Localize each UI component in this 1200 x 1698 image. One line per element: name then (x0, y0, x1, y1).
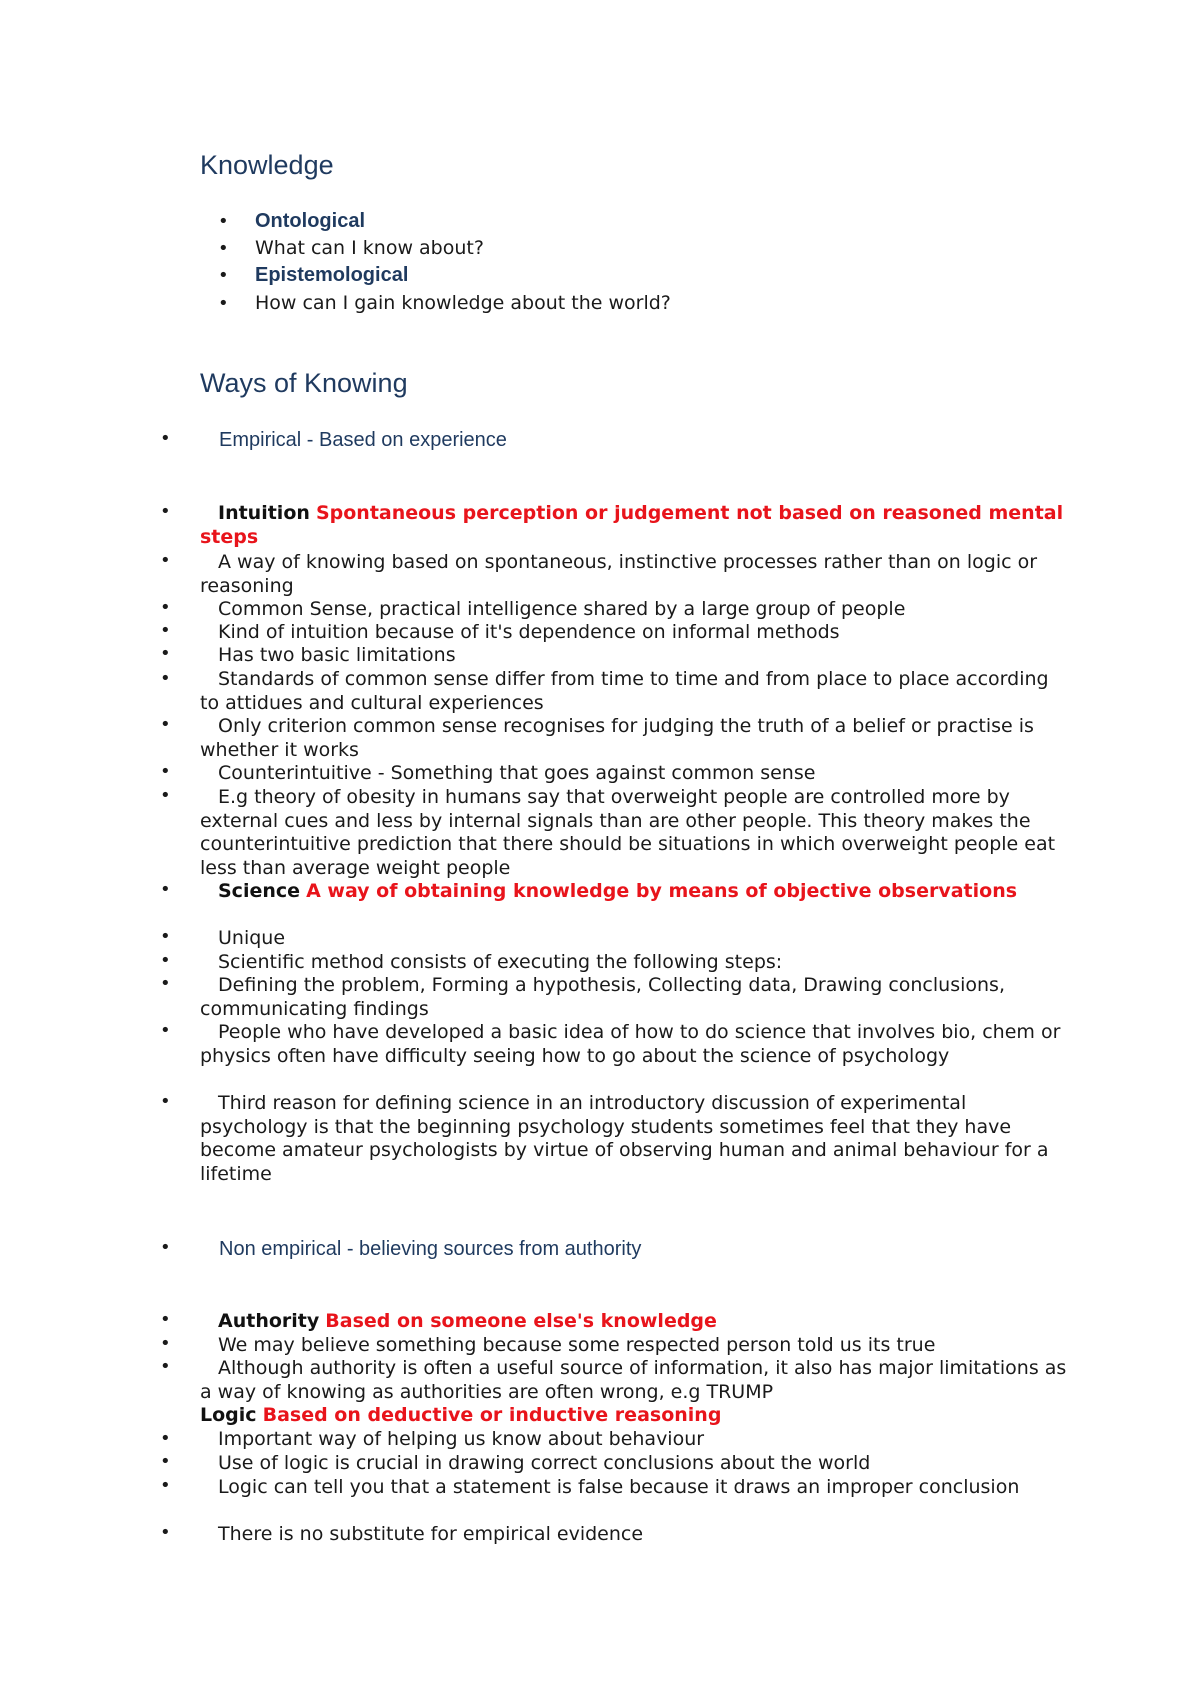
bullet: • (218, 293, 229, 314)
bullet: • (218, 211, 229, 232)
bullet: • (160, 761, 171, 782)
list-item-text: Important way of helping us know about behaviour (218, 1428, 705, 1450)
list-item (200, 644, 1070, 668)
list-item (200, 786, 1070, 880)
list-item (200, 1523, 1070, 1547)
list-item-text: Counterintuitive - Something that goes against common sense (218, 762, 816, 784)
non-empirical-subheading: Non empirical - believing sources from authority (219, 1238, 642, 1260)
list-item (200, 927, 1070, 951)
bullet: • (160, 668, 171, 689)
bullet: • (160, 428, 171, 449)
list-item-text: Defining the problem, Forming a hypothesis, Collecting data, Drawing conclusions, communicating findings (200, 974, 1005, 1020)
authority-term: Authority (218, 1310, 320, 1332)
list-item-text: Scientific method consists of executing the following steps: (218, 951, 783, 973)
list-item-text: People who have developed a basic idea of how to do science that involves bio, chem or physics often have difficulty seeing how to go about the science of psychology (200, 1021, 1061, 1067)
bullet: • (160, 550, 171, 571)
intuition-item (200, 502, 1070, 549)
intuition-term: Intuition (218, 502, 310, 524)
knowledge-item-what: What can I know about? (255, 237, 484, 259)
bullet: • (160, 1522, 171, 1543)
bullet: • (160, 1428, 171, 1449)
bullet: • (160, 950, 171, 971)
list-item-text: Use of logic is crucial in drawing correct conclusions about the world (218, 1452, 871, 1474)
science-definition: A way of obtaining knowledge by means of objective observations (306, 880, 1018, 902)
list-item (200, 951, 1070, 975)
list-item-text: Has two basic limitations (218, 644, 456, 666)
list-item (200, 974, 1080, 1021)
list-item (200, 1021, 1070, 1068)
heading-ways-of-knowing: Ways of Knowing (200, 368, 408, 398)
bullet: • (160, 1356, 171, 1377)
knowledge-item-epistemological: Epistemological (255, 264, 409, 286)
bullet: • (160, 1091, 171, 1112)
bullet: • (160, 643, 171, 664)
knowledge-item-ontological: Ontological (255, 210, 365, 232)
bullet: • (160, 1333, 171, 1354)
bullet: • (160, 879, 171, 900)
list-item (200, 1428, 1070, 1452)
list-item (200, 621, 1070, 645)
bullet: • (160, 785, 171, 806)
bullet: • (160, 1309, 171, 1330)
list-item-text: Logic can tell you that a statement is false because it draws an improper conclusion (218, 1476, 1020, 1498)
list-item (200, 1357, 1070, 1404)
list-item (200, 715, 1070, 762)
bullet: • (160, 620, 171, 641)
authority-item (200, 1310, 1070, 1334)
intuition-definition: Spontaneous perception or judgement not based on reasoned mental steps (200, 502, 1064, 548)
list-item-text: Kind of intuition because of it's dependence on informal methods (218, 621, 840, 643)
bullet: • (218, 238, 229, 259)
bullet: • (160, 926, 171, 947)
list-item-text: Common Sense, practical intelligence shared by a large group of people (218, 598, 906, 620)
bullet: • (160, 1451, 171, 1472)
list-item (200, 1452, 1070, 1476)
list-item-text: Third reason for defining science in an introductory discussion of experimental psychology is that the beginning psychology students sometimes feel that they have become amateur psychologists by virtue of observing human and animal behaviour for a lifetime (200, 1092, 1049, 1185)
heading-knowledge: Knowledge (200, 150, 334, 180)
science-item (200, 880, 1070, 904)
list-item (200, 551, 1070, 598)
list-item (200, 668, 1070, 715)
list-item-text: Unique (218, 927, 286, 949)
list-item-text: E.g theory of obesity in humans say that overweight people are controlled more by external cues and less by internal signals than are other people. This theory makes the counterintuitive prediction that there should be situations in which overweight people eat less than average weight people (200, 786, 1056, 879)
list-item-text: Although authority is often a useful source of information, it also has major limitations as a way of knowing as authorities are often wrong, e.g TRUMP (200, 1357, 1067, 1403)
list-item-text: A way of knowing based on spontaneous, instinctive processes rather than on logic or reasoning (200, 551, 1038, 597)
science-term: Science (218, 880, 301, 902)
empirical-subheading: Empirical - Based on experience (219, 429, 507, 451)
logic-term: Logic (200, 1404, 257, 1426)
list-item (200, 598, 1070, 622)
list-item (200, 1334, 1070, 1358)
logic-definition: Based on deductive or inductive reasoning (262, 1404, 722, 1426)
list-item (200, 1092, 1070, 1186)
list-item-text: Only criterion common sense recognises for judging the truth of a belief or practise is whether it works (200, 715, 1034, 761)
bullet: • (160, 1475, 171, 1496)
authority-definition: Based on someone else's knowledge (325, 1310, 717, 1332)
list-item (200, 762, 1070, 786)
knowledge-item-how: How can I gain knowledge about the world? (255, 292, 671, 314)
bullet: • (160, 597, 171, 618)
bullet: • (160, 1237, 171, 1258)
list-item-text: Standards of common sense differ from time to time and from place to place according to attidues and cultural experiences (200, 668, 1049, 714)
list-item-text: There is no substitute for empirical evidence (218, 1523, 644, 1545)
bullet: • (160, 714, 171, 735)
list-item (200, 1476, 1070, 1500)
list-item-text: We may believe something because some respected person told us its true (218, 1334, 936, 1356)
bullet: • (218, 265, 229, 286)
bullet: • (160, 1020, 171, 1041)
logic-item (200, 1404, 1070, 1428)
bullet: • (160, 501, 171, 522)
bullet: • (160, 973, 171, 994)
